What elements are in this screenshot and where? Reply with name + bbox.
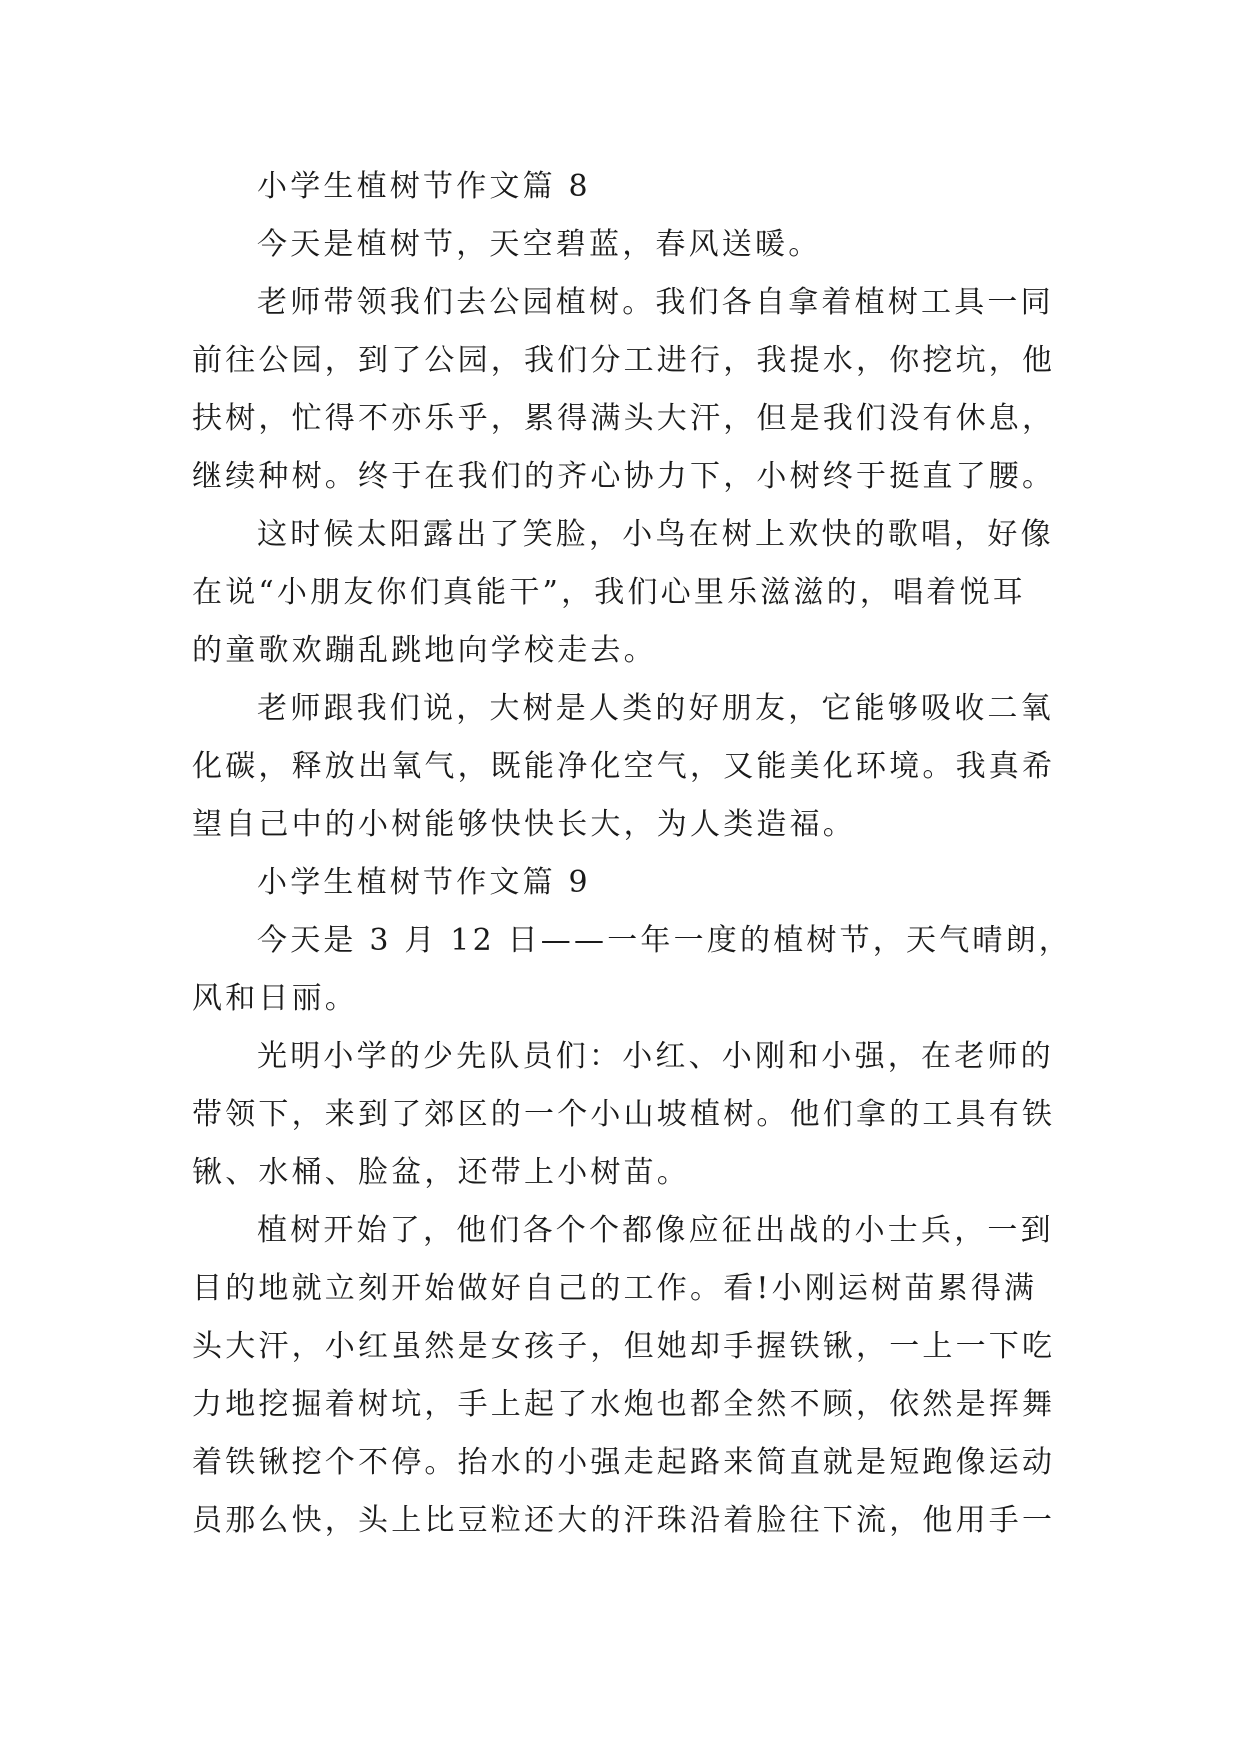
section-heading: 小学生植树节作文篇 9 — [257, 865, 591, 900]
section-heading: 小学生植树节作文篇 8 — [257, 169, 591, 204]
paragraph-line: 今天是植树节，天空碧蓝，春风送暖。 — [257, 227, 822, 262]
paragraph-line: 前往公园，到了公园，我们分工进行，我提水，你挖坑，他 — [192, 343, 1056, 378]
paragraph-line: 继续种树。终于在我们的齐心协力下，小树终于挺直了腰。 — [192, 459, 1056, 494]
paragraph-line: 带领下，来到了郊区的一个小山坡植树。他们拿的工具有铁 — [192, 1097, 1056, 1132]
paragraph-line: 目的地就立刻开始做好自己的工作。看!小刚运树苗累得满 — [192, 1271, 1038, 1306]
paragraph-line: 化碳，释放出氧气，既能净化空气，又能美化环境。我真希 — [192, 749, 1056, 784]
paragraph-line: 员那么快，头上比豆粒还大的汗珠沿着脸往下流，他用手一 — [192, 1503, 1056, 1538]
paragraph-line: 老师跟我们说，大树是人类的好朋友，它能够吸收二氧 — [257, 691, 1054, 726]
paragraph-line: 在说“小朋友你们真能干”，我们心里乐滋滋的，唱着悦耳 — [192, 575, 1026, 610]
document-body — [192, 158, 1073, 1550]
paragraph-line: 望自己中的小树能够快快长大，为人类造福。 — [192, 807, 856, 842]
paragraph-line: 着铁锹挖个不停。抬水的小强走起路来简直就是短跑像运动 — [192, 1445, 1056, 1480]
paragraph-line: 这时候太阳露出了笑脸，小鸟在树上欢快的歌唱，好像 — [257, 517, 1054, 552]
paragraph-line: 力地挖掘着树坑，手上起了水炮也都全然不顾，依然是挥舞 — [192, 1387, 1056, 1422]
paragraph-line: 锹、水桶、脸盆，还带上小树苗。 — [192, 1155, 690, 1190]
paragraph-line: 光明小学的少先队员们：小红、小刚和小强，在老师的 — [257, 1039, 1054, 1074]
paragraph-line: 老师带领我们去公园植树。我们各自拿着植树工具一同 — [257, 285, 1054, 320]
paragraph-line: 植树开始了，他们各个个都像应征出战的小士兵，一到 — [257, 1213, 1054, 1248]
paragraph-line: 今天是 3 月 12 日——一年一度的植树节，天气晴朗， — [257, 923, 1073, 958]
paragraph-line: 扶树，忙得不亦乐乎，累得满头大汗，但是我们没有休息， — [192, 401, 1056, 436]
paragraph-line: 头大汗，小红虽然是女孩子，但她却手握铁锹，一上一下吃 — [192, 1329, 1056, 1364]
paragraph-line: 的童歌欢蹦乱跳地向学校走去。 — [192, 633, 657, 668]
paragraph-line: 风和日丽。 — [192, 981, 358, 1016]
